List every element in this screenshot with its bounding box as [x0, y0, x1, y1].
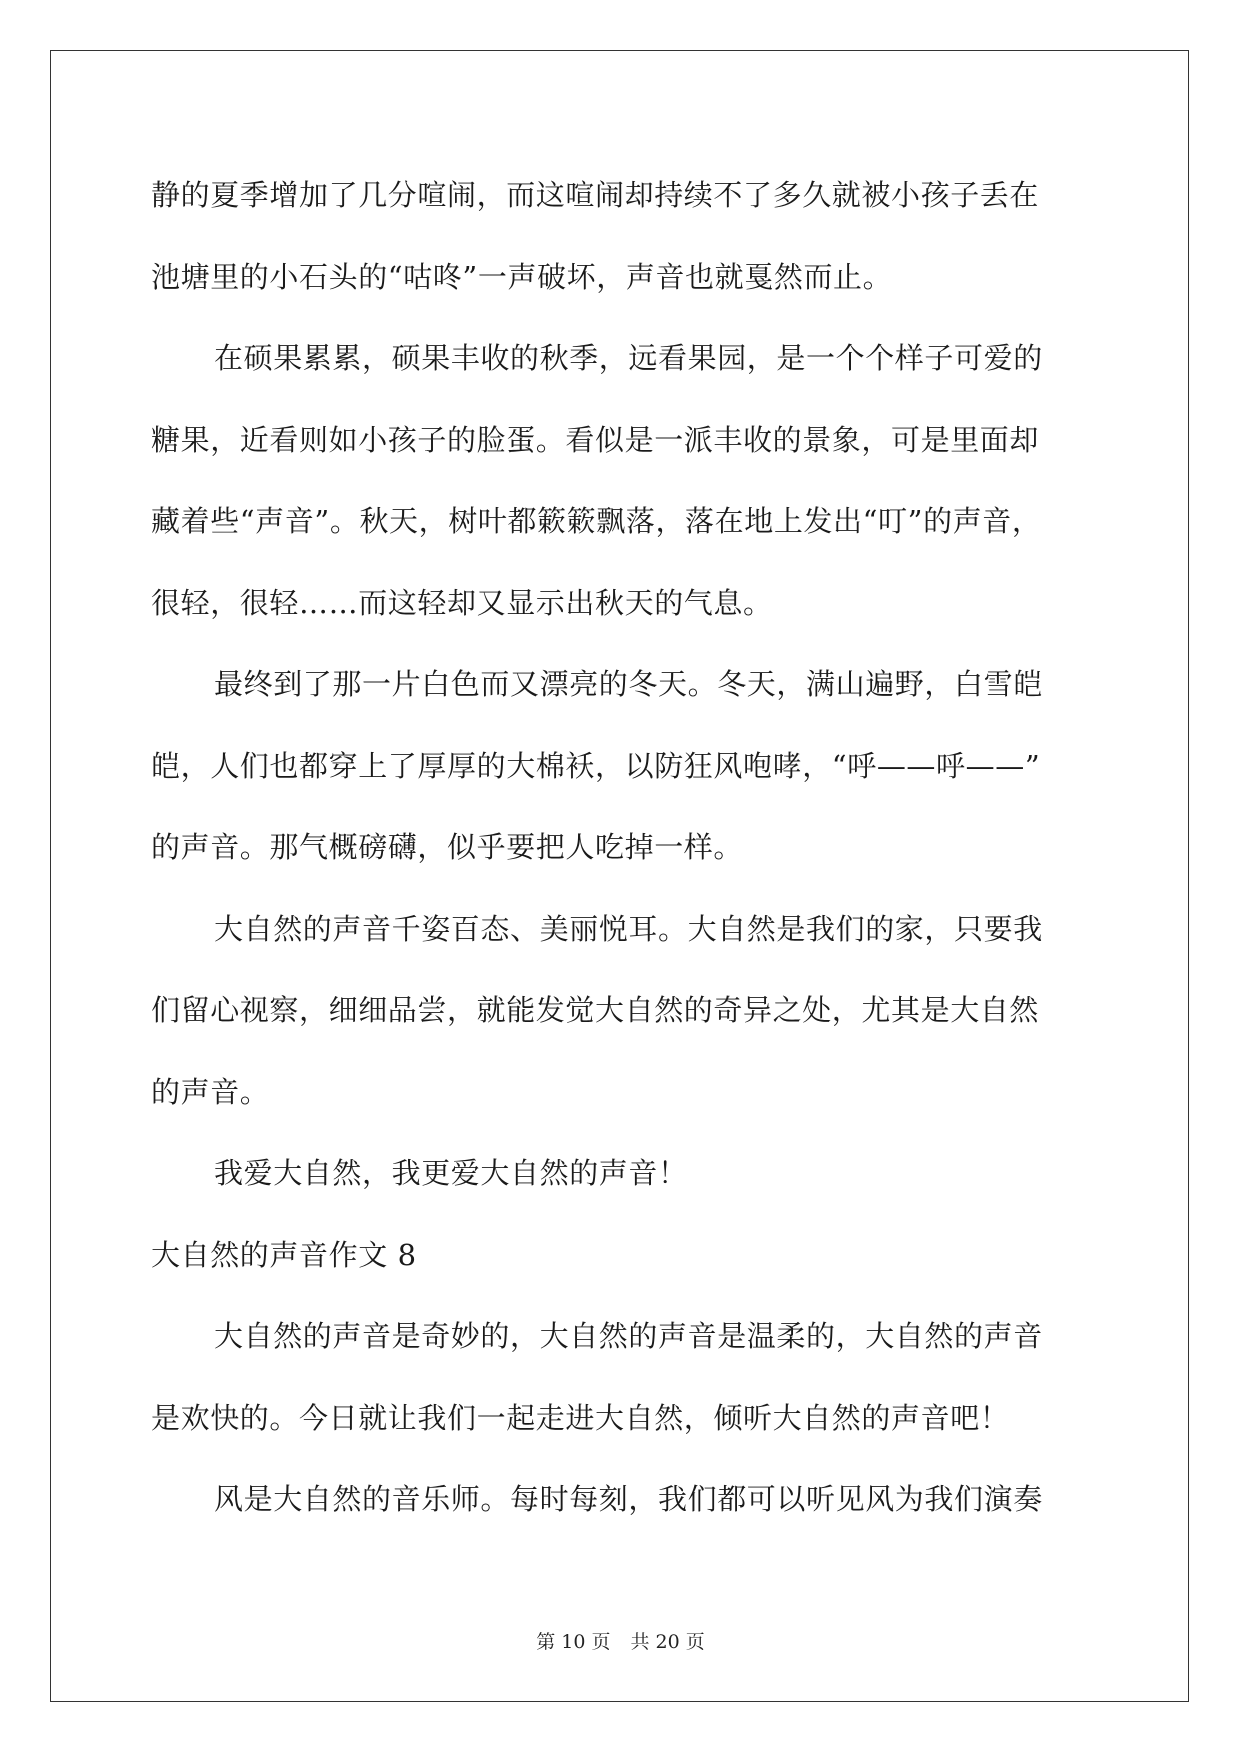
text-line: 的声音。 [151, 1074, 270, 1109]
paragraph-start: 我爱大自然，我更爱大自然的声音！ [214, 1156, 688, 1190]
text-line: 是欢快的。今日就让我们一起走进大自然，倾听大自然的声音吧！ [151, 1400, 1010, 1435]
text-line: 池塘里的小石头的“咕咚”一声破坏，声音也就戛然而止。 [151, 259, 893, 294]
page-footer [0, 1630, 1241, 1654]
paragraph-start: 大自然的声音千姿百态、美丽悦耳。大自然是我们的家，只要我 [214, 911, 1043, 946]
paragraph-start: 在硕果累累，硕果丰收的秋季，远看果园，是一个个样子可爱的 [214, 341, 1043, 375]
text-line: 藏着些“声音”。秋天，树叶都簌簌飘落，落在地上发出“叮”的声音， [151, 504, 1042, 538]
paragraph-start: 大自然的声音是奇妙的，大自然的声音是温柔的，大自然的声音 [214, 1319, 1043, 1353]
text-line: 静的夏季增加了几分喧闹，而这喧闹却持续不了多久就被小孩子丢在 [151, 178, 1040, 212]
text-line: 糖果，近看则如小孩子的脸蛋。看似是一派丰收的景象，可是里面却 [151, 422, 1040, 457]
paragraph-start: 风是大自然的音乐师。每时每刻，我们都可以听见风为我们演奏 [214, 1482, 1043, 1516]
page-total: 共 20 页 [630, 1631, 705, 1653]
section-heading: 大自然的声音作文 8 [151, 1237, 417, 1272]
page-number: 第 10 页 [536, 1631, 611, 1653]
text-line: 很轻，很轻……而这轻却又显示出秋天的气息。 [151, 585, 773, 620]
paragraph-start: 最终到了那一片白色而又漂亮的冬天。冬天，满山遍野，白雪皑 [214, 667, 1043, 701]
document-body [151, 155, 1089, 1541]
text-line: 皑，人们也都穿上了厚厚的大棉袄，以防狂风咆哮，“呼——呼——” [151, 748, 1041, 783]
text-line: 的声音。那气概磅礴，似乎要把人吃掉一样。 [151, 830, 744, 864]
text-line: 们留心视察，细细品尝，就能发觉大自然的奇异之处，尤其是大自然 [151, 993, 1040, 1027]
